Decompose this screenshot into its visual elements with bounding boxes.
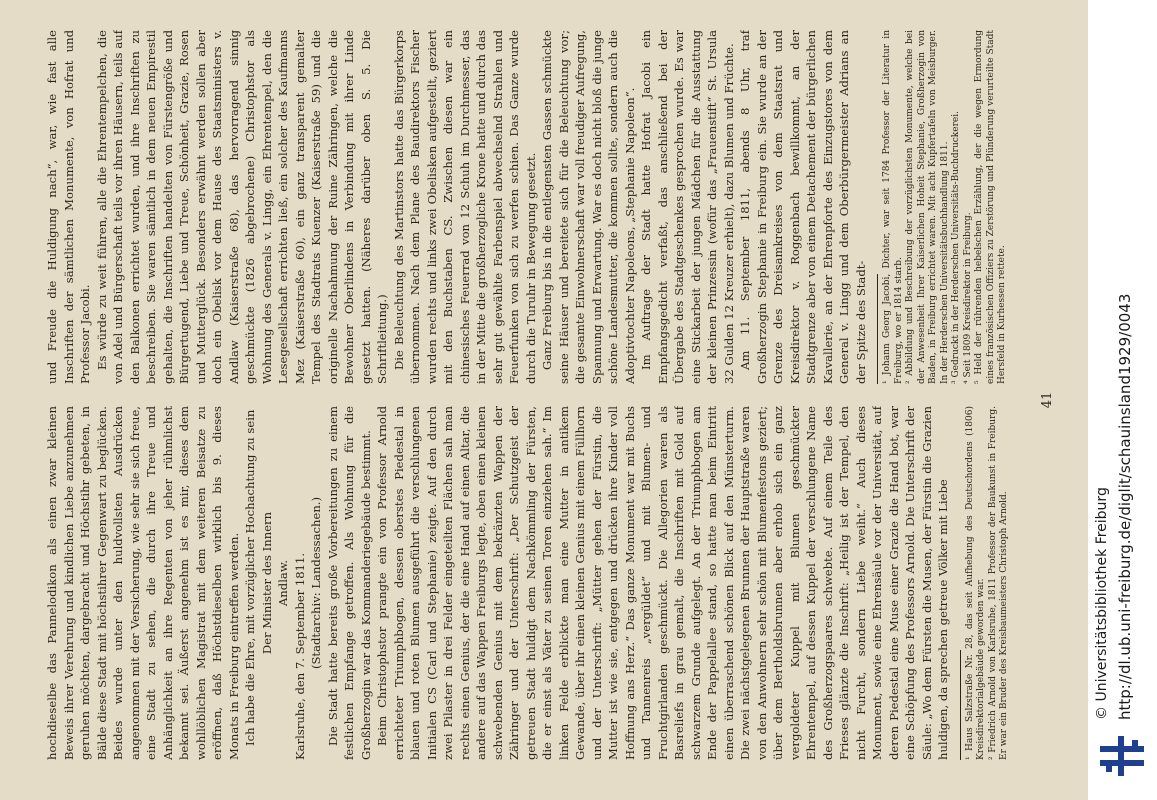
paragraph: und Freude die Huldigung nach“, war, wie fast alle Inschriften der sämtlichen Monumente, von Hofrat und Professor Jacobi. xyxy=(45,30,92,384)
footnote-divider xyxy=(960,650,961,760)
place-date: Karlsruhe, den 7. September 1811. xyxy=(292,552,307,760)
paragraph: Es würde zu weit führen, alle die Ehrentempelchen, die von Adel und Bürgerschaft teils vor ihren Häusern, teils auf den Balkonen errichtet wurden, und ihre Inschriften zu beschreiben. Sie waren sämtlich in dem neuen Empirestil gehalten, die Inschriften handelten von Fürstengröße und Bürgertugend, Liebe und Treue, Schönheit, Grazie, Rosen und Mutterglück. Besonders erwähnt werden sollen aber doch ein Obelisk vor dem Hause des Staatsministers v. Andlaw (Kaiserstraße 68), das hervorragend sinnig geschmückte (1826 abgebrochene) Christophstor als Wohnung des Generals v. Lingg, ein Ehrentempel, den die Lesegesellschaft errichten ließ, ein solcher des Kaufmanns Mez (Kaiserstraße 60), ein ganz transparent gemalter Tempel des Stadtrats Kuenzer (Kaiserstraße 59) und die originelle Nachahmung der Ruine Zähringen, welche die Bewohner Oberlindens in Verbindung mit ihrer Linde gesetzt hatten. (Näheres darüber oben S. 5. Die Schriftleitung.) xyxy=(94,30,389,384)
footnote: ⁵ Held der rührenden hebelschen Erzählung, der die wegen Ermordung eines französischen Offiziers zu Zerstörung und Plünderung verurteilte Stadt Hersfeld in Kurhessen rettete. xyxy=(974,30,1007,384)
paragraph: Ich habe die Ehre, mit vorzüglicher Hochachtung zu sein xyxy=(243,409,257,746)
paragraph: Am 11. September 1811, abends 8 Uhr, traf Großherzogin Stephanie in Freiburg ein. Sie wurde an der Grenze des Dreisamkreises von dem Staatsrat und Kreisdirektor v. Roggenbach bewillkommt, an der Stadtgrenze aber von einem Detachement der bürgerlichen Kavallerie, an der Ehrenpforte des Einzugstores von dem General v. Lingg und dem Oberbürgermeister Adrians an der Spitze des Stadt- xyxy=(738,30,868,384)
paragraph: Die Stadt hatte bereits große Vorbereitungen zu einem festlichen Empfange getroffen. Als Wohnung für die Großherzogin war das Kommanderiegebäude bestimmt. xyxy=(325,406,373,760)
paragraph: Die Beleuchtung des Martinstors hatte das Bürgerkorps übernommen. Nach dem Plane des Baudirektors Fischer wurden rechts und links zwei Obelisken aufgestellt, geziert mit den Buchstaben CS. Zwischen diesen war ein chinesisches Feuerrad von 12 Schuh im Durchmesser, das in der Mitte die großherzogliche Krone hatte und durch das sehr gut gewählte Farbenspiel abwechselnd Strahlen und Feuerfunken von sich zu werfen schien. Das Ganze wurde durch die Turuhr in Bewegung gesetzt. xyxy=(391,30,538,384)
footnote: ² Abbildung und Beschreibung der vorzüglichsten Monumente, welche bei der Anwesenheit Ihrer Kaiserlichen Hoheit Stephanie, Großherzogin von Baden, in Freiburg errichtet waren. Mit acht Kupfertafeln von Meisburger. In der Herderschen Universitätsbuchhandlung 1811. xyxy=(905,30,950,384)
signature-name: Andlaw. xyxy=(276,559,290,607)
ub-freiburg-logo-icon xyxy=(1092,726,1152,786)
text-column-left xyxy=(44,406,1044,760)
footnote: ² Friedrich Arnold von Karlsruhe, 1811 Professor der Baukunst in Freiburg. Er war ein Bruder des Kreisbaumeisters Christoph Arnold. xyxy=(987,406,1009,760)
source-url-link[interactable]: http://dl.ub.uni-freiburg.de/diglit/schauinsland1929/0043 xyxy=(1116,293,1134,720)
library-sidebar xyxy=(1088,0,1157,800)
paragraph: Ganz Freiburg bis in die entlegensten Gassen schmückte seine Häuser und bereitete sich für die Beleuchtung vor; die gesamte Einwohnerschaft war voll freudiger Aufregung, Spannung und Erwartung. War es doch nicht bloß die junge schöne Landesmutter, die kommen sollte, sondern auch die Adoptivtochter Napoleons, „Stephanie Napoleon“. xyxy=(540,30,637,384)
signature-title: Der Minister des Innern xyxy=(259,511,274,655)
text-column-right xyxy=(44,30,1044,384)
paragraph: Beim Christophstor prangte ein von Professor Arnold errichteter Triumphbogen, dessen oberstes Piedestal in blauen und roten Blumen ausgeführt die verschlungenen Initialen CS (Carl und Stephanie) zeigte. Auf den durch zwei Pilaster in drei Felder eingeteilten Flächen sah man rechts einen Genius, der die eine Hand auf einen Altar, die andere auf das Wappen Freiburgs legte, oben einen kleinen schwebenden Genius mit dem bekränzten Wappen der Zähringer und der Unterschrift: „Der Schutzgeist der getreuen Stadt huldigt dem Nachkömmling der Fürsten, die er einst als Väter zu seinen Toren einziehen sah.“ Im linken Felde erblickte man eine Mutter in antikem Gewande, über ihr einen kleinen Genius mit einem Füllhorn und der Unterschrift: „Mütter gehen der Fürstin, die Mutter ist wie sie, entgegen und drücken ihre Kinder voll Hoffnung ans Herz.“ Das ganze Monument war mit Buchs und Tannenreis „vergüldet“ und mit Blumen- und Fruchtgirlanden geschmückt. Die Allegorien waren als Basreliefs in grau gemalt, die Inschriften mit Gold auf schwarzem Grunde aufgelegt. An der Triumphbogen am Ende der Pappelallee stand, so hatte man beim Eintritt einen überraschend schönen Blick auf den Münsterturm. Die zwei nächstgelegenen Brunnen der Hauptstraße waren von den Anwohnern sehr schön mit Blumenfestons geziert; über dem Bertholdsbrunnen aber erhob sich ein ganz vergoldeter Kuppel mit Blumen geschmückter Ehrentempel, auf dessen Kuppel der verschlungene Name des Großherzogspaares schwebte. Auf einem Teile des Frieses glänzte die Inschrift: „Heilig ist der Tempel, den nicht Furcht, sondern Liebe weiht.“ Auch dieses Monument, sowie eine Ehrensäule vor der Universität, auf deren Piedestal eine Muse einer Grazie die Hand bot, war eine Schöpfung des Professors Arnold. Die Unterschrift der Säule: „Wo dem Fürsten die Musen, der Fürstin die Grazien huldigen, da sprechen getreue Völker mit Liebe xyxy=(375,406,950,760)
paragraph: hochdieselbe das Pannelodikon als einen zwar kleinen Beweis ihrer Verehrung und kindlichen Liebe anzunehmen geruhen möchten, dargebracht und Höchstihr gebeten, in Bälde diese Stadt mit höchstihrer Gegenwart zu beglücken. Beides wurde unter den huldvollsten Ausdrücken angenommen mit der Versicherung, wie sehr sie sich freue, eine Stadt zu sehen, die durch ihre Treue und Anhänglichkeit an ihre Regenten von jeher rühmlichst bekannt sei. Äußerst angenehm ist es mir, dieses dem wohllöblichen Magistrat mit dem weiteren Beisatze zu eröffnen, daß Höchstdieselben wirklich bis 9. dieses Monats in Freiburg eintreffen werden. xyxy=(45,406,241,760)
sidebar-rotated xyxy=(1088,0,1157,800)
footnote-divider xyxy=(877,274,878,384)
copyright-text: © Universitätsbibliothek Freiburg xyxy=(1094,487,1110,720)
page-number: 41 xyxy=(1040,391,1055,409)
footnote: ¹ Johann Georg Jacobi, Dichter, war seit 1784 Professor der Literatur in Freiburg, wo er 1814 starb. xyxy=(882,30,904,384)
paragraph: Im Auftrage der Stadt hatte Hofrat Jacobi ein Empfangsgedicht verfaßt, das anschließend bei der Übergabe des Stadtgeschenkes gesprochen wurde. Es war eine Stickarbeit der jungen Mädchen für die Ausstattung der kleinen Prinzessin (wofür das „Frauenstift“ St. Ursula 32 Gulden 12 Kreuzer erhielt), dazu Blumen und Früchte. xyxy=(639,30,736,384)
footnote: ³ Gedruckt in der Herderschen Universitäts-Buchdruckerei. xyxy=(951,111,961,384)
source-note: (Stadtarchiv: Landessachen.) xyxy=(309,496,323,670)
footnote: ⁴ Seit 1809 Kreisdirektor in Freiburg. xyxy=(962,212,973,384)
footnote: ¹ Haus Salzstraße Nr. 28, das seit Aufhebung des Deutschordens (1806) Kreisdirektorialgebäude geworden war. xyxy=(964,406,986,760)
